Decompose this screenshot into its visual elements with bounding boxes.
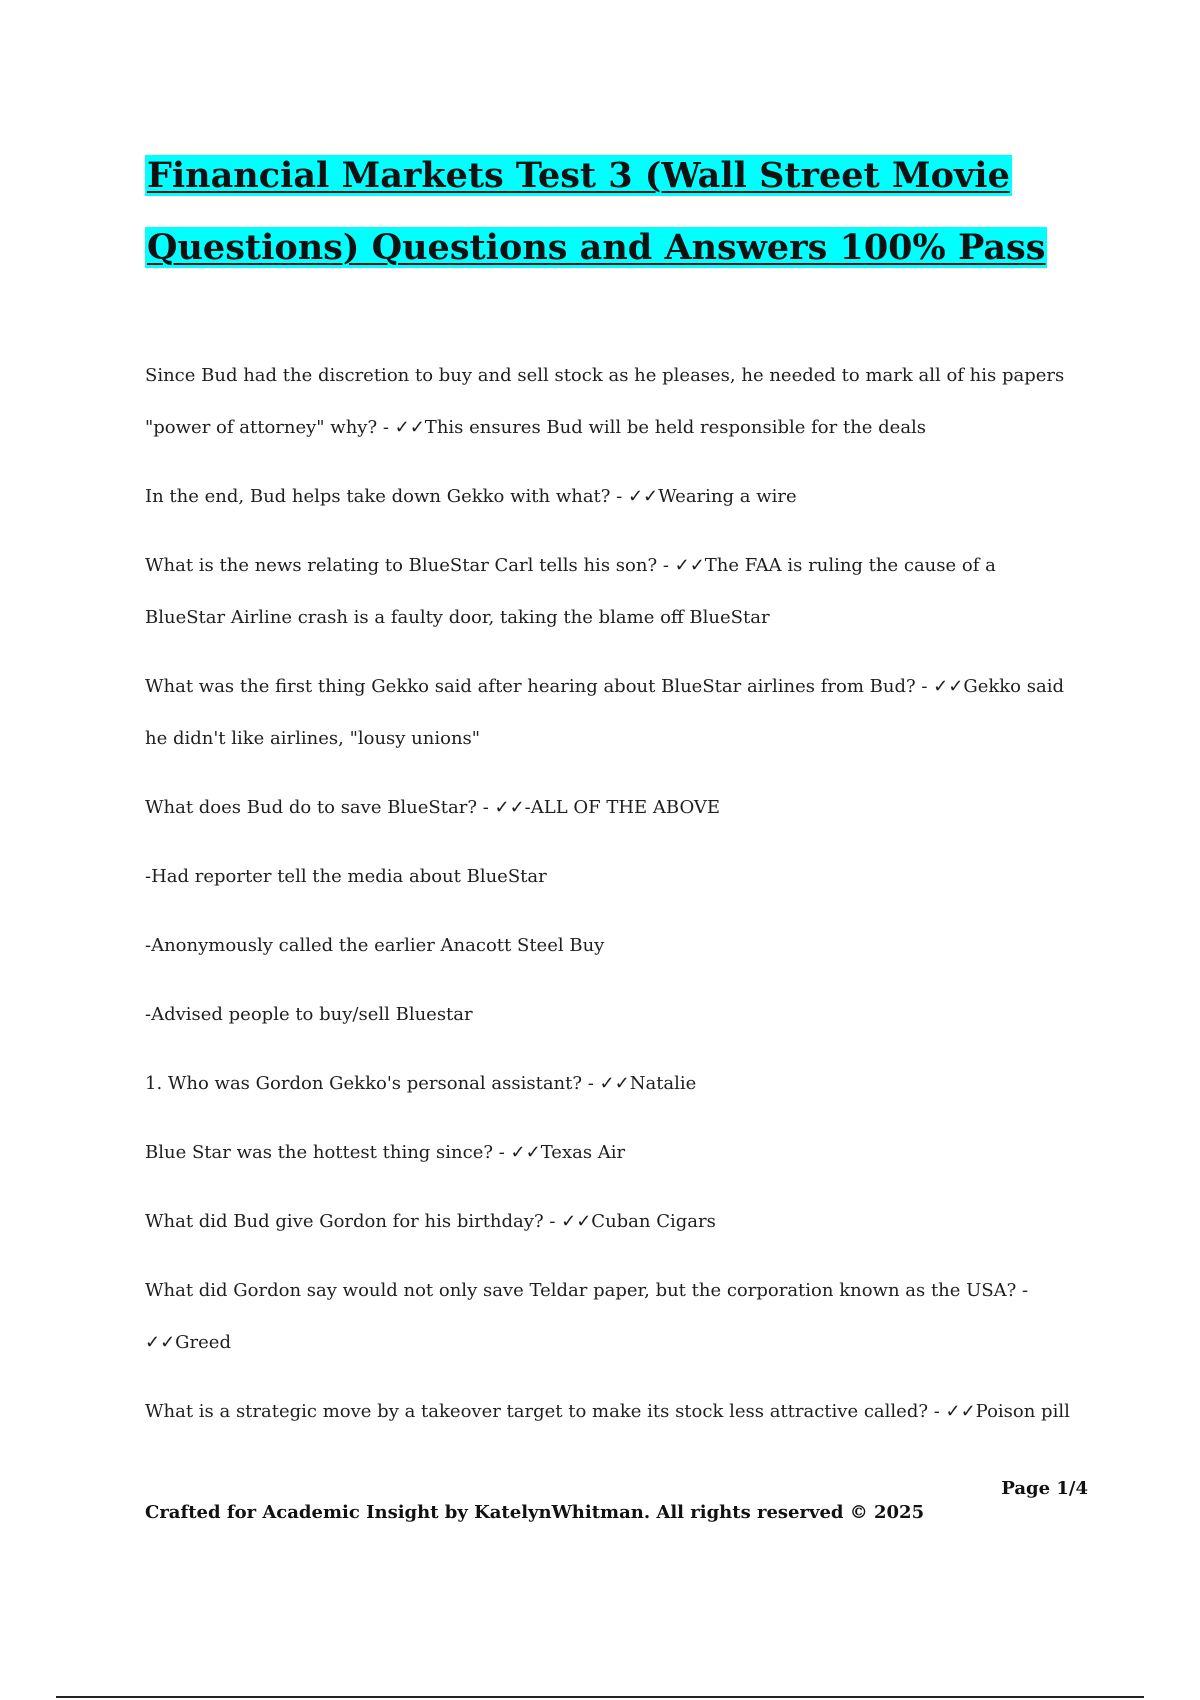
qa-item: Blue Star was the hottest thing since? - ✓✓Texas Air [145,1142,626,1163]
qa-item: -Had reporter tell the media about BlueStar [145,866,547,887]
qa-item: -Anonymously called the earlier Anacott Steel Buy [145,935,605,956]
qa-item: -Advised people to buy/sell Bluestar [145,1004,473,1025]
qa-item: What does Bud do to save BlueStar? - ✓✓-ALL OF THE ABOVE [145,797,721,818]
document-title [145,140,1085,284]
qa-item: What did Gordon say would not only save Teldar paper, but the corporation known as the USA? - ✓✓Greed [145,1280,1029,1353]
title-line-1: Financial Markets Test 3 (Wall Street Movie [147,155,1010,196]
qa-item: What is a strategic move by a takeover target to make its stock less attractive called? - ✓✓Poison pill [145,1401,1070,1422]
qa-item: In the end, Bud helps take down Gekko with what? - ✓✓Wearing a wire [145,486,797,507]
page-bottom-divider [56,1696,1144,1698]
qa-item: What did Bud give Gordon for his birthday? - ✓✓Cuban Cigars [145,1211,716,1232]
page-number: Page 1/4 [1001,1478,1088,1499]
qa-item: What is the news relating to BlueStar Carl tells his son? - ✓✓The FAA is ruling the cause of a BlueStar Airline crash is a faulty door, taking the blame off BlueStar [145,555,996,628]
qa-item: Since Bud had the discretion to buy and sell stock as he pleases, he needed to mark all of his papers "power of attorney" why? - ✓✓This ensures Bud will be held responsible for the deals [145,365,1065,438]
title-line-2: Questions) Questions and Answers 100% Pass [147,227,1046,268]
qa-list [145,350,1075,1455]
qa-item: 1. Who was Gordon Gekko's personal assistant? - ✓✓Natalie [145,1073,697,1094]
footer-credit: Crafted for Academic Insight by KatelynWhitman. All rights reserved © 2025 [145,1502,925,1523]
qa-item: What was the first thing Gekko said after hearing about BlueStar airlines from Bud? - ✓✓Gekko said he didn't like airlines, "lousy unions" [145,676,1064,749]
